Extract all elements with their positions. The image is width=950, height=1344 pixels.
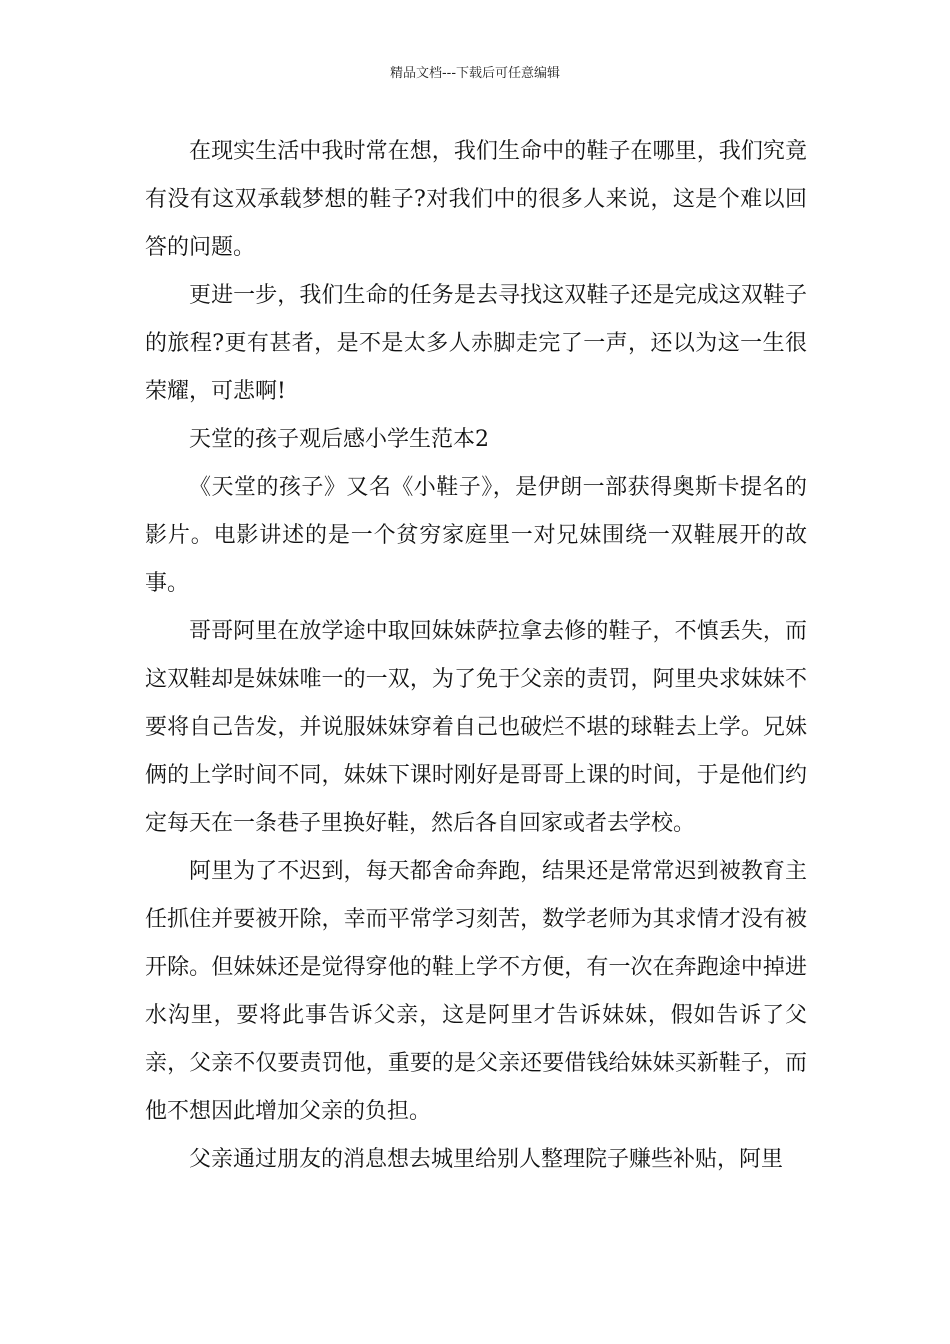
paragraph-5: 阿里为了不迟到，每天都舍命奔跑，结果还是常常迟到被教育主任抓住并要被开除，幸而平常学习刻苦，数学老师为其求情才没有被开除。但妹妹还是觉得穿他的鞋上学不方便，有一次在奔跑途中掉进水沟里，要将此事告诉父亲，这是阿里才告诉妹妹，假如告诉了父亲，父亲不仅要责罚他，重要的是父亲还要借钱给妹妹买新鞋子，而他不想因此增加父亲的负担。 [145, 859, 807, 1124]
paragraph-2: 更进一步，我们生命的任务是去寻找这双鞋子还是完成这双鞋子的旅程?更有甚者，是不是太多人赤脚走完了一声，还以为这一生很荣耀，可悲啊! [145, 283, 807, 404]
section-title: 天堂的孩子观后感小学生范本2 [189, 427, 489, 452]
paragraph-4: 哥哥阿里在放学途中取回妹妹萨拉拿去修的鞋子，不慎丢失，而这双鞋却是妹妹唯一的一双，为了免于父亲的责罚，阿里央求妹妹不要将自己告发，并说服妹妹穿着自己也破烂不堪的球鞋去上学。兄妹俩的上学时间不同，妹妹下课时刚好是哥哥上课的时间，于是他们约定每天在一条巷子里换好鞋，然后各自回家或者去学校。 [145, 619, 807, 836]
paragraph-6: 父亲通过朋友的消息想去城里给别人整理院子赚些补贴，阿里 [189, 1147, 784, 1172]
paragraph-3: 《天堂的孩子》又名《小鞋子》，是伊朗一部获得奥斯卡提名的影片。电影讲述的是一个贫穷家庭里一对兄妹围绕一双鞋展开的故事。 [145, 475, 807, 596]
document-body [145, 128, 807, 1184]
page-header: 精品文档---下载后可任意编辑 [389, 66, 561, 81]
paragraph-1: 在现实生活中我时常在想，我们生命中的鞋子在哪里，我们究竟有没有这双承载梦想的鞋子?对我们中的很多人来说，这是个难以回答的问题。 [145, 139, 807, 260]
